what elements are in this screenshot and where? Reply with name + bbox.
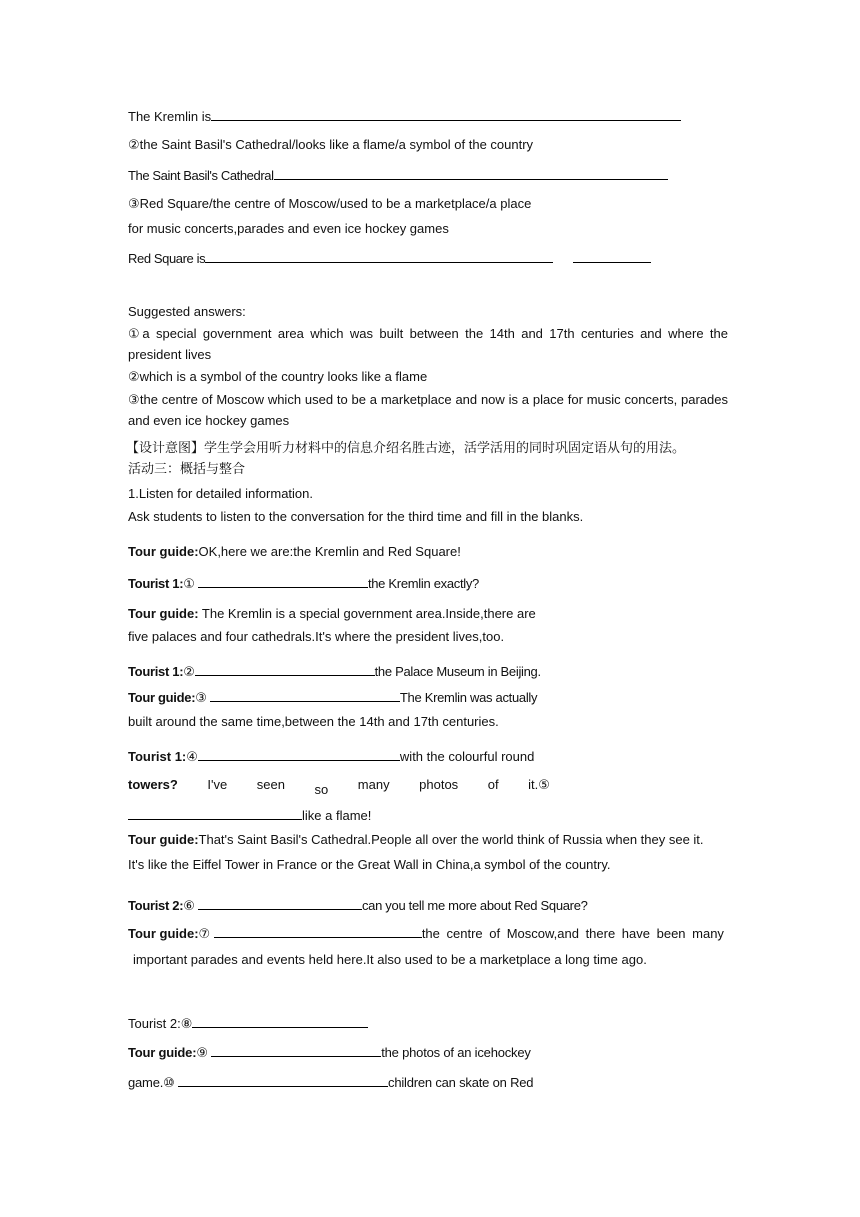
answer-blank xyxy=(178,1073,388,1087)
answer-2: ②which is a symbol of the country looks like a flame xyxy=(128,369,428,384)
dialog-line: Tour guide: The Kremlin is a special government area.Inside,there are xyxy=(128,606,536,621)
answer-blank xyxy=(214,924,422,938)
dialog-line: like a flame! xyxy=(128,806,371,824)
activity-title: 活动三：概括与整合 xyxy=(128,462,246,477)
answer-blank xyxy=(198,747,400,761)
dialog-line: Tour guide:OK,here we are:the Kremlin and Red Square! xyxy=(128,544,461,559)
dialog-line: Tourist 1:④ with the colourful round xyxy=(128,749,535,764)
answer-blank xyxy=(211,107,681,121)
answer-3: ③the centre of Moscow which used to be a marketplace and now is a place for music concerts, parades and even ice hockey games xyxy=(128,392,728,428)
cathedral-prompt: ②the Saint Basil's Cathedral/looks like a flame/a symbol of the country xyxy=(128,137,534,152)
dialog-line: Tour guide:That's Saint Basil's Cathedral.People all over the world think of Russia when they see it. xyxy=(128,832,704,847)
dialog-line: Tourist 1:① the Kremlin exactly? xyxy=(128,576,479,591)
answer-blank xyxy=(573,249,651,263)
dialog-line: towers? I've seen so many photos of it.⑤ xyxy=(128,777,550,797)
dialog-line: Tourist 2:⑧ xyxy=(128,1014,368,1032)
answers-heading: Suggested answers: xyxy=(128,304,246,319)
answer-blank xyxy=(210,688,400,702)
answer-1: ①a special government area which was built between the 14th and 17th centuries and where the president lives xyxy=(128,326,728,362)
dialog-line: It's like the Eiffel Tower in France or the Great Wall in China,a symbol of the country. xyxy=(128,857,611,872)
dialog-line: game.⑩ children can skate on Red xyxy=(128,1075,534,1090)
answer-blank xyxy=(128,806,302,820)
task-instruction: Ask students to listen to the conversation for the third time and fill in the blanks. xyxy=(128,509,584,524)
answer-blank xyxy=(198,896,362,910)
dialog-line: Tourist 2:⑥ can you tell me more about Red Square? xyxy=(128,898,588,913)
answer-blank xyxy=(195,662,375,676)
kremlin-line: The Kremlin is xyxy=(128,107,681,125)
red-square-prompt: ③Red Square/the centre of Moscow/used to be a marketplace/a place xyxy=(128,196,532,211)
cathedral-line: The Saint Basil's Cathedral xyxy=(128,166,668,184)
dialog-line: built around the same time,between the 14th and 17th centuries. xyxy=(128,714,499,729)
dialog-line: Tour guide:⑦ the centre of Moscow,and there have been many xyxy=(128,926,724,941)
dialog-line: Tour guide:⑨ the photos of an icehockey xyxy=(128,1045,531,1060)
dialog-line: Tour guide:③ The Kremlin was actually xyxy=(128,690,538,705)
answer-blank xyxy=(198,574,368,588)
red-square-prompt-cont: for music concerts,parades and even ice hockey games xyxy=(128,221,449,236)
answer-blank xyxy=(192,1014,368,1028)
answer-blank xyxy=(274,166,668,180)
answer-blank xyxy=(205,249,553,263)
red-square-line: Red Square is xyxy=(128,249,651,267)
dialog-line: important parades and events held here.It also used to be a marketplace a long time ago. xyxy=(133,952,647,967)
dialog-line: Tourist 1:② the Palace Museum in Beijing. xyxy=(128,664,541,679)
dialog-line: five palaces and four cathedrals.It's where the president lives,too. xyxy=(128,629,505,644)
answer-blank xyxy=(211,1043,381,1057)
design-intent: 【设计意图】学生学会用听力材料中的信息介绍名胜古迹，活学活用的同时巩固定语从句的用法。 xyxy=(126,441,686,456)
task-title: 1.Listen for detailed information. xyxy=(128,486,313,501)
